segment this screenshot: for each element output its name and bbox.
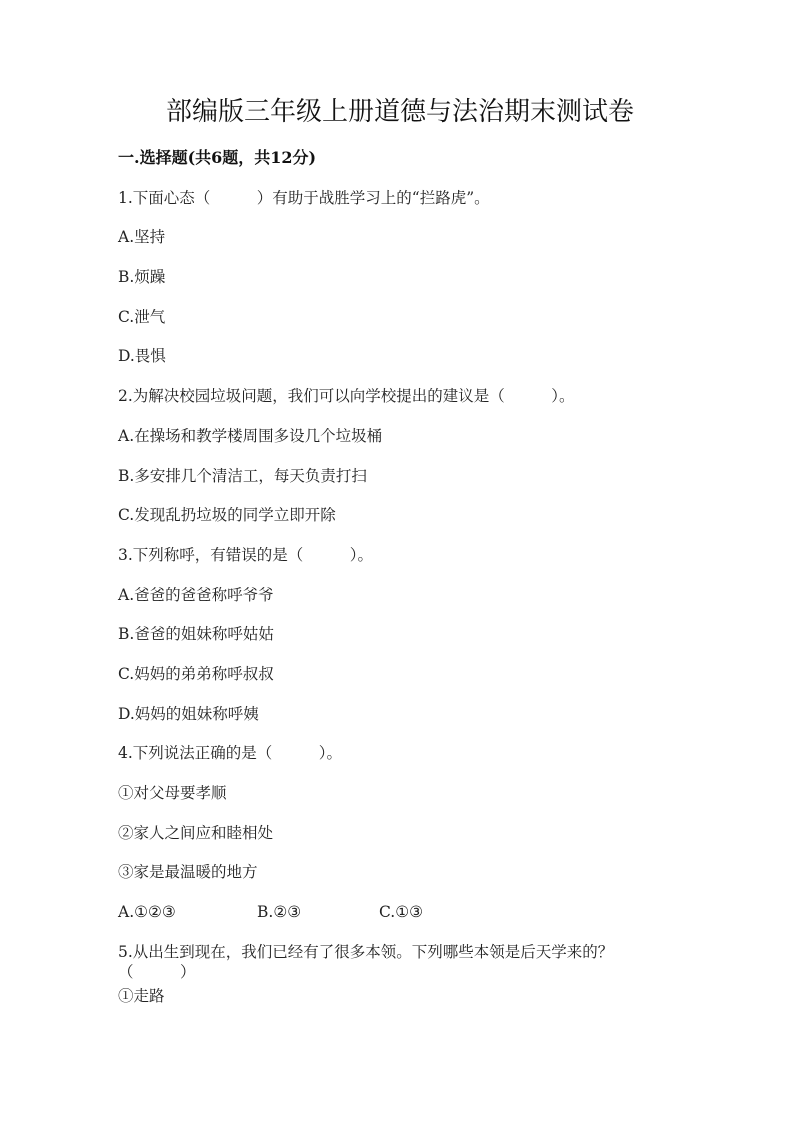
question-4-option-a[interactable]: A.①②③ [118,903,176,921]
question-4-option-b[interactable]: B.②③ [257,903,302,921]
question-1-option-c[interactable]: C.泄气 [118,308,166,326]
question-2-stem: 2.为解决校园垃圾问题，我们可以向学校提出的建议是（ ）。 [118,387,575,405]
question-3-stem: 3.下列称呼，有错误的是（ ）。 [118,546,374,564]
question-1-option-b[interactable]: B.烦躁 [118,268,166,286]
question-2-option-c[interactable]: C.发现乱扔垃圾的同学立即开除 [118,506,336,524]
section-heading: 一.选择题(共6题，共12分) [118,148,317,167]
question-1-stem: 1.下面心态（ ）有助于战胜学习上的“拦路虎”。 [118,189,490,207]
question-3-option-a[interactable]: A.爸爸的爸爸称呼爷爷 [118,586,274,604]
question-4-options-row [118,901,423,923]
question-4-statement-2: ②家人之间应和睦相处 [118,824,274,842]
question-5-statement-1: ①走路 [118,987,165,1005]
page-title: 部编版三年级上册道德与法治期末测试卷 [165,97,634,127]
question-5-stem: 5.从出生到现在，我们已经有了很多本领。下列哪些本领是后天学来的？ [118,943,614,961]
question-1-option-a[interactable]: A.坚持 [118,228,166,246]
question-2-option-b[interactable]: B.多安排几个清洁工，每天负责打扫 [118,467,367,485]
question-3-option-d[interactable]: D.妈妈的姐妹称呼姨 [118,705,259,723]
question-1-option-d[interactable]: D.畏惧 [118,347,166,365]
question-4-option-c[interactable]: C.①③ [379,903,424,921]
question-4-statement-1: ①对父母要孝顺 [118,784,227,802]
question-4-stem: 4.下列说法正确的是（ ）。 [118,744,343,762]
question-5-blank: （ ） [118,963,196,981]
question-3-option-c[interactable]: C.妈妈的弟弟称呼叔叔 [118,665,274,683]
question-3-option-b[interactable]: B.爸爸的姐妹称呼姑姑 [118,625,274,643]
question-2-option-a[interactable]: A.在操场和教学楼周围多设几个垃圾桶 [118,427,383,445]
question-4-statement-3: ③家是最温暖的地方 [118,863,258,881]
